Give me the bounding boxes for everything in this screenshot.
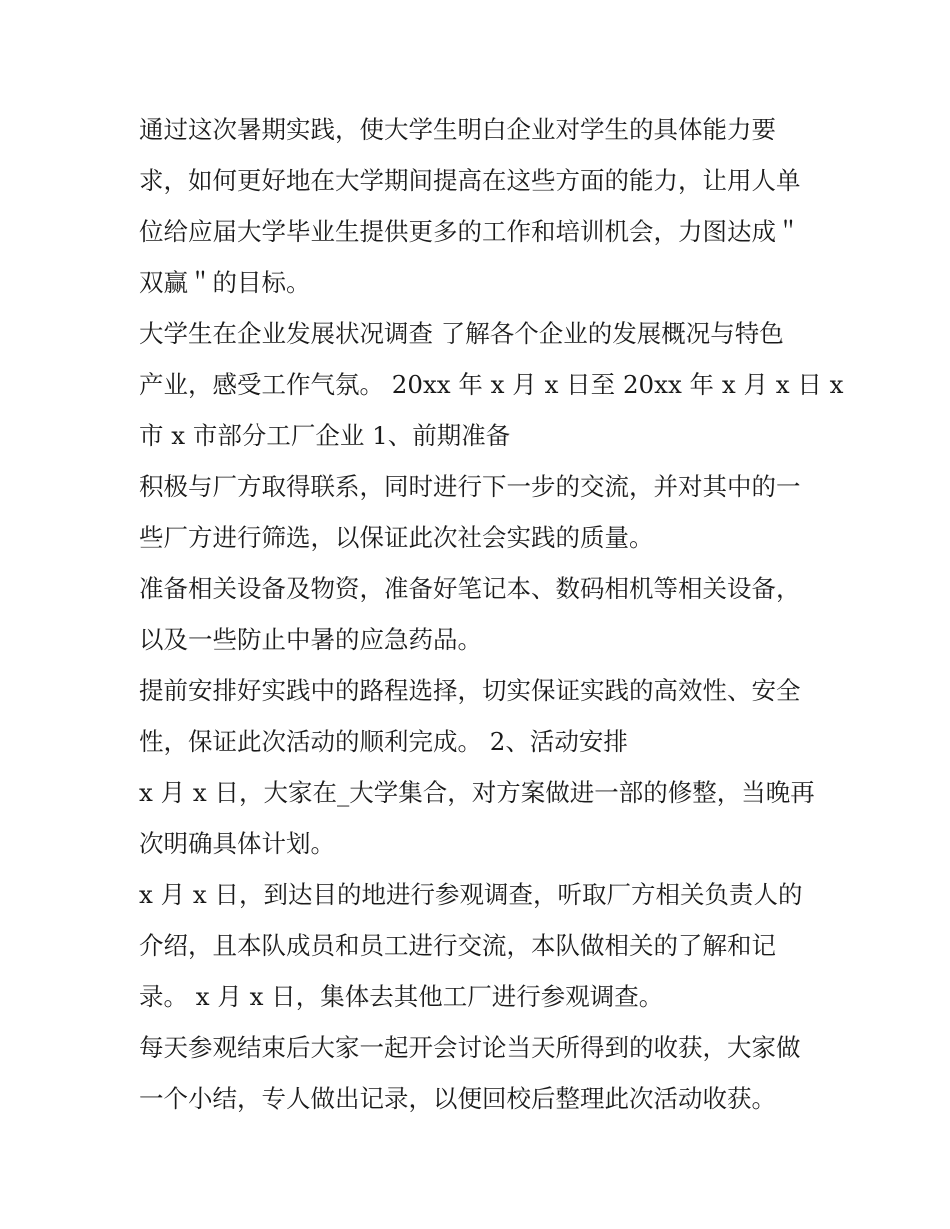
text-line: 提前安排好实践中的路程选择，切实保证实践的高效性、安全: [139, 676, 801, 705]
text-line: 双赢＂的目标。: [139, 268, 311, 297]
text-line: 位给应届大学毕业生提供更多的工作和培训机会，力图达成＂: [139, 217, 801, 246]
text-line: 每天参观结束后大家一起开会讨论当天所得到的收获，大家做: [139, 1033, 801, 1062]
text-line: 大学生在企业发展状况调查 了解各个企业的发展概况与特色: [139, 319, 784, 348]
text-line: 准备相关设备及物资，准备好笔记本、数码相机等相关设备，: [139, 574, 801, 603]
text-line: 性，保证此次活动的顺利完成。 2、活动安排: [139, 727, 628, 756]
text-line: 通过这次暑期实践，使大学生明白企业对学生的具体能力要: [139, 115, 776, 144]
text-line: 积极与厂方取得联系，同时进行下一步的交流，并对其中的一: [139, 472, 801, 501]
text-line: 市 x 市部分工厂企业 1、前期准备: [139, 421, 511, 450]
text-line: 以及一些防止中暑的应急药品。: [139, 625, 482, 654]
text-line: 一个小结，专人做出记录，以便回校后整理此次活动收获。: [139, 1084, 776, 1113]
text-line: 次明确具体计划。: [139, 829, 335, 858]
text-line: 些厂方进行筛选，以保证此次社会实践的质量。: [139, 523, 654, 552]
text-line: x 月 x 日，到达目的地进行参观调查，听取厂方相关负责人的: [139, 880, 803, 909]
text-line: 产业，感受工作气氛。 20xx 年 x 月 x 日至 20xx 年 x 月 x 日 x: [139, 370, 844, 399]
text-line: 求，如何更好地在大学期间提高在这些方面的能力，让用人单: [139, 166, 801, 195]
text-line: 录。 x 月 x 日，集体去其他工厂进行参观调查。: [139, 982, 664, 1011]
text-line: x 月 x 日，大家在_大学集合，对方案做进一部的修整，当晚再: [139, 778, 815, 807]
document-body: [139, 104, 844, 1124]
text-line: 介绍，且本队成员和员工进行交流，本队做相关的了解和记: [139, 931, 776, 960]
